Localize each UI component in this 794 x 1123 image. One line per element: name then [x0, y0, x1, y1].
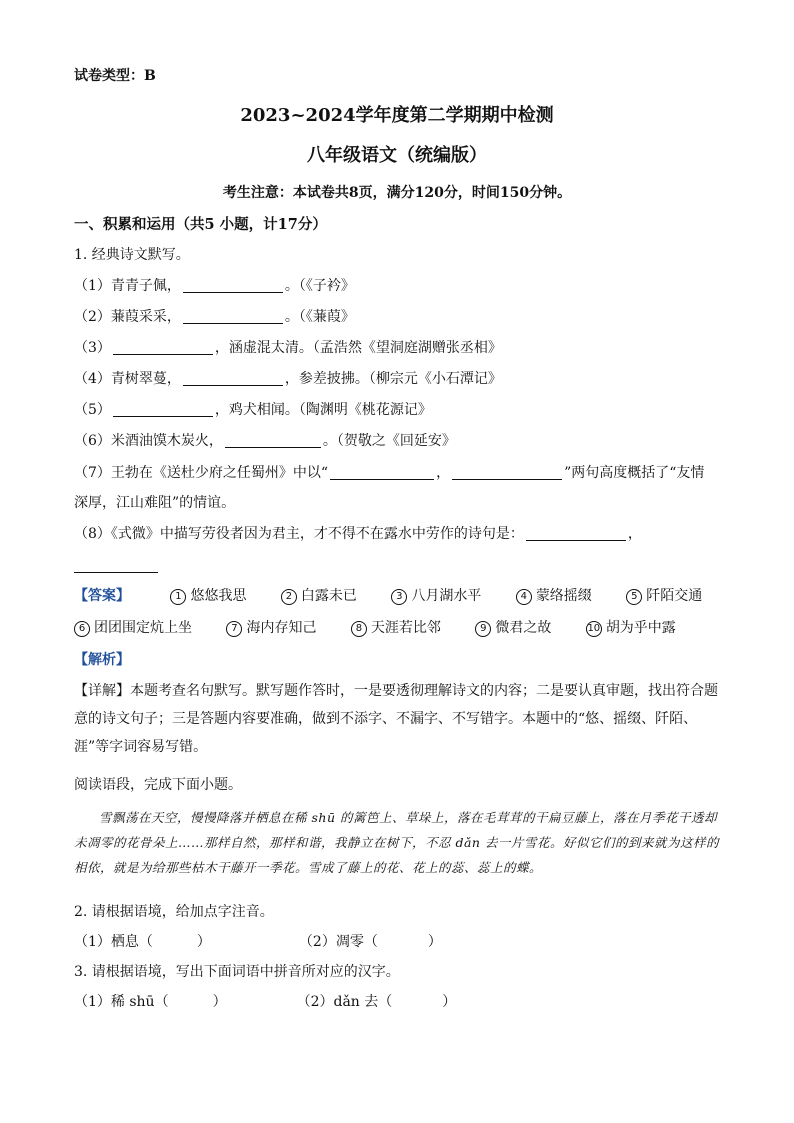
answer-row-1	[74, 586, 706, 606]
answer-item: 6 团团围定炕上坐	[74, 618, 192, 638]
q2-stem: 2. 请根据语境，给加点字注音。	[74, 904, 274, 920]
exam-subtitle: 八年级语文（统编版）	[307, 145, 487, 166]
analysis-label: 【解析】	[74, 652, 130, 668]
q1-item-8: （8）《式微》中描写劳役者因为君主，才不得不在露水中劳作的诗句是： ，	[74, 526, 642, 542]
answer-blank	[183, 309, 283, 324]
q2-options: （1）栖息（ ） （2）凋零（ ）	[74, 934, 442, 950]
reading-intro: 阅读语段，完成下面小题。	[74, 777, 242, 793]
answer-blank	[330, 465, 434, 480]
answer-label: 【答案】	[74, 588, 130, 604]
q1-item-4: （4）青树翠蔓， ，参差披拂。（柳宗元《小石潭记》	[74, 371, 502, 387]
q1-item-6: （6）米酒油馍木炭火， 。（贺敬之《回延安》	[74, 433, 456, 449]
exam-notice: 考生注意：本试卷共8页，满分120分，时间150分钟。	[222, 185, 572, 201]
analysis-detail: 【详解】本题考查名句默写。默写题作答时，一是要透彻理解诗文的内容；二是要认真审题，找出符合题意的诗文句子；三是答题内容要准确，做到不添字、不漏字、不写错字。本题中的“悠、摇缀、阡陌、涯”等字词容易写错。	[74, 683, 718, 755]
q1-item-7-cont: 深厚，江山难阻”的情谊。	[74, 495, 236, 511]
exam-title: 2023~2024学年度第二学期期中检测	[240, 105, 554, 126]
answer-item: 1 悠悠我思	[170, 586, 246, 606]
answer-blank	[113, 340, 213, 355]
answer-item: 3 八月湖水平	[391, 586, 481, 606]
q1-item-5: （5） ，鸡犬相闻。（陶渊明《桃花源记》	[74, 402, 432, 418]
answer-blank	[225, 433, 321, 448]
paper-type: 试卷类型：B	[74, 68, 156, 84]
answer-item: 5 阡陌交通	[626, 586, 702, 606]
answer-blank	[74, 558, 158, 573]
answer-item: 8 天涯若比邻	[351, 618, 441, 638]
answer-item: 4 蒙络摇缀	[516, 586, 592, 606]
q1-item-1: （1）青青子佩， 。（《子衿》	[74, 278, 355, 294]
answer-blank	[183, 371, 283, 386]
answer-item: 10 胡为乎中露	[587, 620, 676, 636]
answer-blank	[452, 465, 562, 480]
reading-passage: 雪飘荡在天空，慢慢降落并栖息在稀 shū 的篱笆上、草垛上，落在毛茸茸的干扁豆藤上，落在月季花干透却未凋零的花骨朵上……那样自然，那样和谐，我静立在树下，不忍 dǎn 去一片雪花。好似它们的到来就为这样的相依，就是为给那些枯木干藤开一季花。雪成了藤上的花、花上的蕊、蕊上的蝶。	[74, 810, 719, 875]
q1-item-8-cont	[74, 556, 160, 576]
answer-item: 7 海内存知己	[226, 618, 316, 638]
q3-stem: 3. 请根据语境，写出下面词语中拼音所对应的汉字。	[74, 964, 400, 980]
q1-item-3: （3） ，涵虚混太清。（孟浩然《望洞庭湖赠张丞相》	[74, 340, 502, 356]
q1-item-2: （2）蒹葭采采， 。（《蒹葭》	[74, 309, 355, 325]
q1-stem: 1. 经典诗文默写。	[74, 247, 190, 263]
answer-blank	[113, 402, 213, 417]
answer-row-2	[74, 618, 680, 638]
q3-options: （1）稀 shū（ ） （2）dǎn 去（ ）	[74, 994, 457, 1010]
section-heading: 一、积累和运用（共5 小题，计17分）	[74, 216, 327, 233]
answer-blank	[526, 526, 626, 541]
answer-blank	[183, 278, 283, 293]
q1-item-7: （7）王勃在《送杜少府之任蜀州》中以“ ， ”两句高度概括了“友情	[74, 465, 705, 481]
answer-item: 9 微君之故	[475, 618, 551, 638]
answer-item: 2 白露未已	[281, 586, 357, 606]
